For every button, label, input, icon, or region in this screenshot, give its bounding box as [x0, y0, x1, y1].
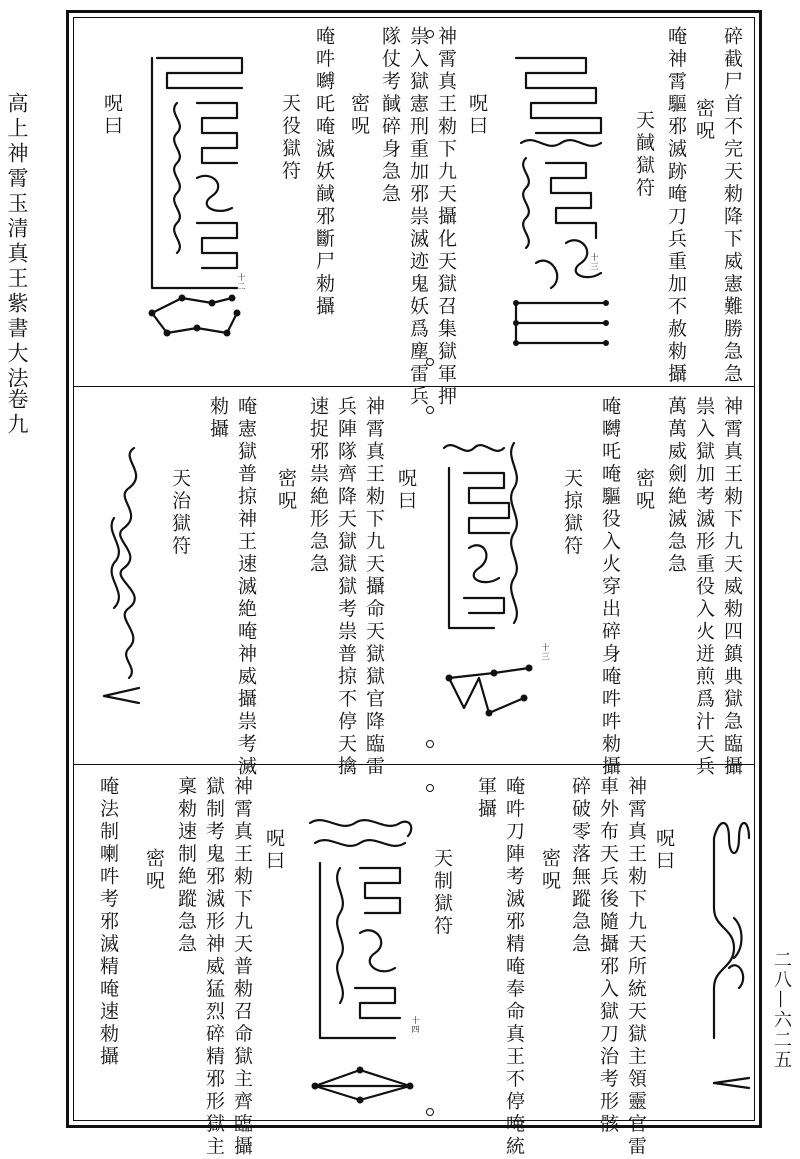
text-column: 神霄真王勑下九天普勑召命獄主齊臨攝 — [231, 776, 253, 1159]
text-column: 神霄真王勑下九天所統天獄主領靈官雷 — [625, 776, 647, 1159]
talisman-number: 十三 — [541, 643, 550, 661]
heading-secret-incantation: 密呪 — [633, 468, 655, 513]
talisman-title: 天馘獄符 — [633, 110, 655, 200]
page-body — [73, 17, 755, 1159]
book-title: 高上神霄玉清真王紫書大法 — [5, 92, 29, 392]
text-column: 神霄真王勑下九天威勑四鎮典獄急臨攝 — [721, 396, 743, 779]
talisman-number: 十二 — [237, 273, 246, 291]
text-column: 獄制考鬼邪滅形神威猛烈碎精邪形獄主 — [203, 776, 225, 1159]
circle-mark-icon — [426, 30, 434, 38]
circle-mark-icon — [426, 784, 434, 792]
heading-incantation: 呪曰 — [466, 93, 488, 138]
text-column: 唵法制喇吽考邪滅精唵速勑攝 — [97, 776, 119, 1069]
text-column: 唵嚩吒唵驅役入火穿出碎身唵吽吽勑攝 — [599, 396, 621, 779]
talisman-tianguo — [506, 48, 616, 348]
talisman-tianyi — [142, 48, 252, 338]
text-column: 唵吽刀陣考滅邪精唵奉命真王不停唵統 — [503, 776, 525, 1159]
heading-incantation: 呪曰 — [653, 828, 675, 873]
heading-secret-incantation: 密呪 — [539, 848, 561, 893]
talisman-number: 十四 — [411, 1016, 420, 1034]
text-column: 兵陣隊齊降天獄獄獄考祟普掠不停天擒 — [335, 396, 357, 779]
heading-secret-incantation: 密呪 — [348, 93, 370, 138]
talisman-number: 十三 — [590, 253, 599, 271]
circle-mark-icon — [426, 740, 434, 748]
text-column: 祟入獄憲刑重加邪祟滅迹鬼妖爲塵雷兵 — [407, 26, 429, 409]
text-column: 勑攝 — [207, 396, 229, 441]
text-column: 唵憲獄普掠神王速滅絶唵神威攝祟考滅 — [235, 396, 257, 779]
text-column: 稟勑速制絶蹤急急 — [175, 776, 197, 956]
talisman-title: 天制獄符 — [431, 848, 453, 938]
talisman-title: 天役獄符 — [279, 93, 301, 183]
heading-secret-incantation: 密呪 — [143, 848, 165, 893]
text-column: 軍攝 — [475, 776, 497, 821]
text-column: 唵吽嚩吒唵滅妖馘邪斷尸勑攝 — [313, 26, 335, 319]
page-number: 二八—六二五 — [771, 950, 792, 1070]
volume-label: 卷九 — [5, 388, 29, 438]
talisman-title: 天治獄符 — [169, 468, 191, 558]
text-column: 祟入獄加考滅形重役入火迸煎爲汁天兵 — [693, 396, 715, 779]
text-column: 唵神霄驅邪滅跡唵刀兵重加不赦勑攝 — [665, 26, 687, 386]
heading-incantation: 呪曰 — [263, 828, 285, 873]
text-column: 神霄真王勑下九天攝化天獄召集獄軍押 — [435, 26, 457, 409]
heading-secret-incantation: 密呪 — [693, 98, 715, 143]
text-column: 碎截尸首不完天勑降下威憲難勝急急 — [721, 26, 743, 386]
talisman-tianzhi-2 — [300, 808, 420, 1108]
talisman-fragment — [704, 808, 759, 1088]
page-frame — [66, 10, 762, 1159]
circle-mark-icon — [426, 358, 434, 366]
text-column: 隊仗考馘碎身急急 — [379, 26, 401, 206]
talisman-title: 天掠獄符 — [561, 468, 583, 558]
talisman-tianzhi — [94, 438, 164, 708]
circle-mark-icon — [426, 406, 434, 414]
text-column: 車外布天兵後隨攝邪入獄刀治考形骸 — [597, 776, 619, 1136]
circle-mark-icon — [426, 1108, 434, 1116]
text-column: 碎破零落無蹤急急 — [569, 776, 591, 956]
text-column: 萬萬威劍絶滅急急 — [665, 396, 687, 576]
section-divider — [74, 764, 754, 765]
heading-incantation: 呪曰 — [395, 468, 417, 513]
text-column: 神霄真王勑下九天攝命天獄獄官降臨雷 — [363, 396, 385, 779]
talisman-tianlue — [434, 428, 544, 718]
text-column: 速捉邪祟絶形急急 — [307, 396, 329, 576]
heading-secret-incantation: 密呪 — [275, 468, 297, 513]
heading-incantation: 呪曰 — [101, 93, 123, 138]
